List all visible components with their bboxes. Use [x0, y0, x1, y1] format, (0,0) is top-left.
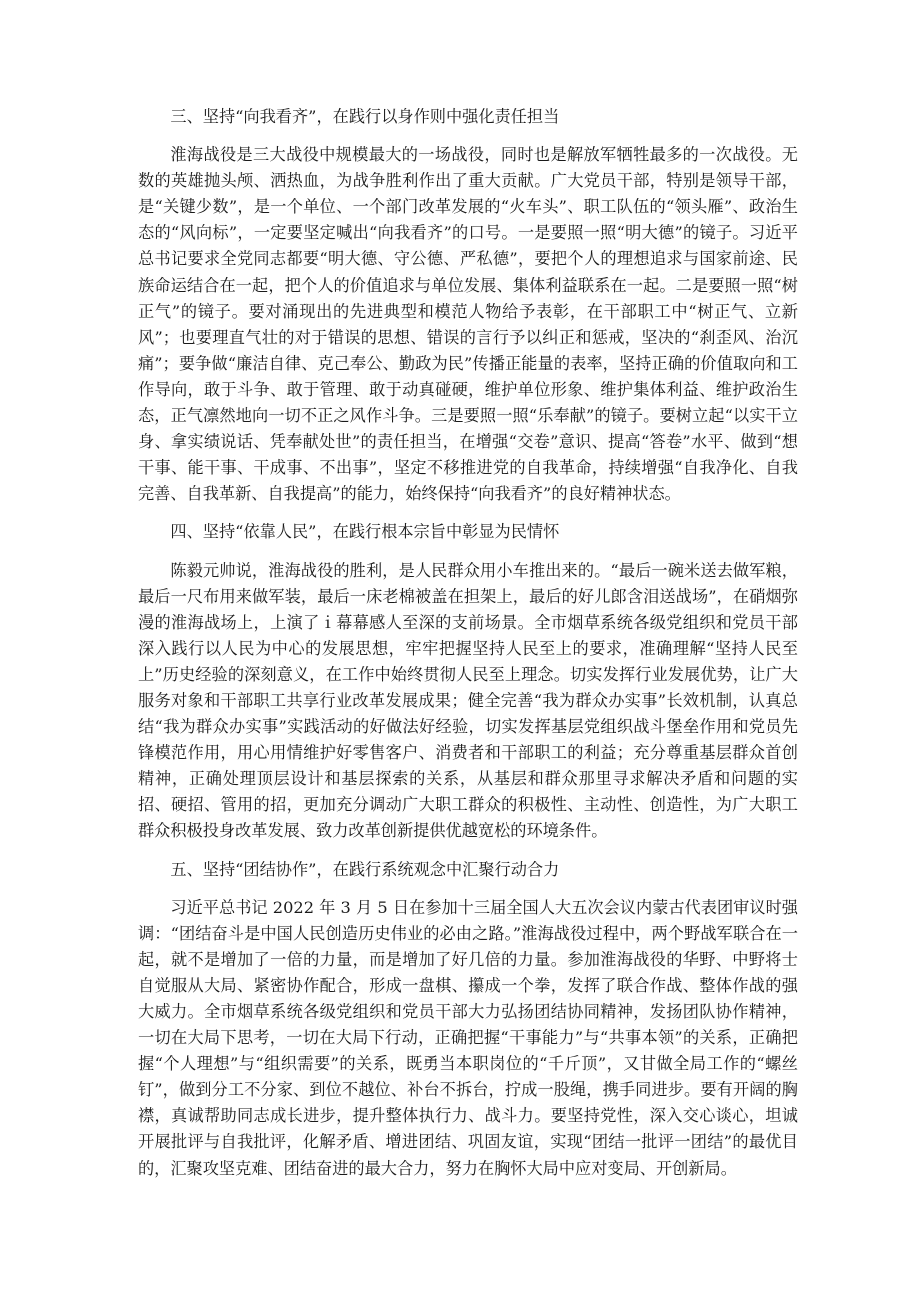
section-4-body: 陈毅元帅说，淮海战役的胜利，是人民群众用小车推出来的。“最后一碗米送去做军粮，最后一尺布用来做军装，最后一床老棉被盖在担架上，最后的好儿郎含泪送战场”，在硝烟弥漫的淮海战场上，上演了ｉ幕幕感人至深的支前场景。全市烟草系统各级党组织和党员干部深入践行以人民为中心的发展思想，牢牢把握坚持人民至上的要求，准确理解“坚持人民至上”历史经验的深刻意义，在工作中始终贯彻人民至上理念。切实发挥行业发展优势，让广大服务对象和干部职工共享行业改革发展成果；健全完善“我为群众办实事”长效机制，认真总结“我为群众办实事”实践活动的好做法好经验，切实发挥基层党组织战斗堡垒作用和党员先锋模范作用，用心用情维护好零售客户、消费者和干部职工的利益；充分尊重基层群众首创精神，正确处理顶层设计和基层探索的关系，从基层和群众那里寻求解决矛盾和问题的实招、硬招、管用的招，更加充分调动广大职工群众的积极性、主动性、创造性，为广大职工群众积极投身改革发展、致力改革创新提供优越宽松的环境条件。 — [138, 560, 798, 841]
section-5-body: 习近平总书记 2022 年 3 月 5 日在参加十三届全国人大五次会议内蒙古代表团审议时强调：“团结奋斗是中国人民创造历史伟业的必由之路。”淮海战役过程中，两个野战军联合在一起，就不是增加了一倍的力量，而是增加了好几倍的力量。参加淮海战役的华野、中野将士自觉服从大局、紧密协作配合，形成一盘棋、攥成一个拳，发挥了联合作战、整体作战的强大威力。全市烟草系统各级党组织和党员干部大力弘扬团结协同精神，发扬团队协作精神，一切在大局下思考，一切在大局下行动，正确把握“干事能力”与“共事本领”的关系，正确把握“个人理想”与“组织需要”的关系，既勇当本职岗位的“千斤顶”，又甘做全局工作的“螺丝钉”，做到分工不分家、到位不越位、补台不拆台，拧成一股绳，携手同进步。要有开阔的胸襟，真诚帮助同志成长进步，提升整体执行力、战斗力。要坚持党性，深入交心谈心，坦诚开展批评与自我批评，化解矛盾、增进团结、巩固友谊，实现“团结一批评一团结”的最优目的，汇聚攻坚克难、团结奋进的最大合力，努力在胸怀大局中应对变局、开创新局。 — [138, 897, 798, 1178]
section-3-heading: 三、坚持“向我看齐”，在践行以身作则中强化责任担当 — [170, 107, 560, 126]
section-5-heading: 五、坚持“团结协作”，在践行系统观念中汇聚行动合力 — [170, 859, 560, 879]
section-4-heading: 四、坚持“依靠人民”，在践行根本宗旨中彰显为民情怀 — [170, 522, 560, 542]
section-3-body: 淮海战役是三大战役中规模最大的一场战役，同时也是解放军牺牲最多的一次战役。无数的英雄抛头颅、洒热血，为战争胜利作出了重大贡献。广大党员干部，特别是领导干部，是“关键少数”，是一个单位、一个部门改革发展的“火车头”、职工队伍的“领头雁”、政治生态的“风向标”，一定要坚定喊出“向我看齐”的口号。一是要照一照“明大德”的镜子。习近平总书记要求全党同志都要“明大德、守公德、严私德”，要把个人的理想追求与国家前途、民族命运结合在一起，把个人的价值追求与单位发展、集体利益联系在一起。二是要照一照“树正气”的镜子。要对涌现出的先进典型和模范人物给予表彰，在干部职工中“树正气、立新风”；也要理直气壮的对于错误的思想、错误的言行予以纠正和惩戒，坚决的“刹歪风、治沉痛”；要争做“廉洁自律、克己奉公、勤政为民”传播正能量的表率，坚持正确的价值取向和工作导向，敢于斗争、敢于管理、敢于动真碰硬，维护单位形象、维护集体利益、维护政治生态，正气凛然地向一切不正之风作斗争。三是要照一照“乐奉献”的镜子。要树立起“以实干立身、拿实绩说话、凭奉献处世”的责任担当，在增强“交卷”意识、提高“答卷”水平、做到“想干事、能干事、干成事、不出事”，坚定不移推进党的自我革命，持续增强“自我净化、自我完善、自我革新、自我提高”的能力，始终保持“向我看齐”的良好精神状态。 — [138, 145, 798, 504]
document-page — [138, 104, 798, 1194]
